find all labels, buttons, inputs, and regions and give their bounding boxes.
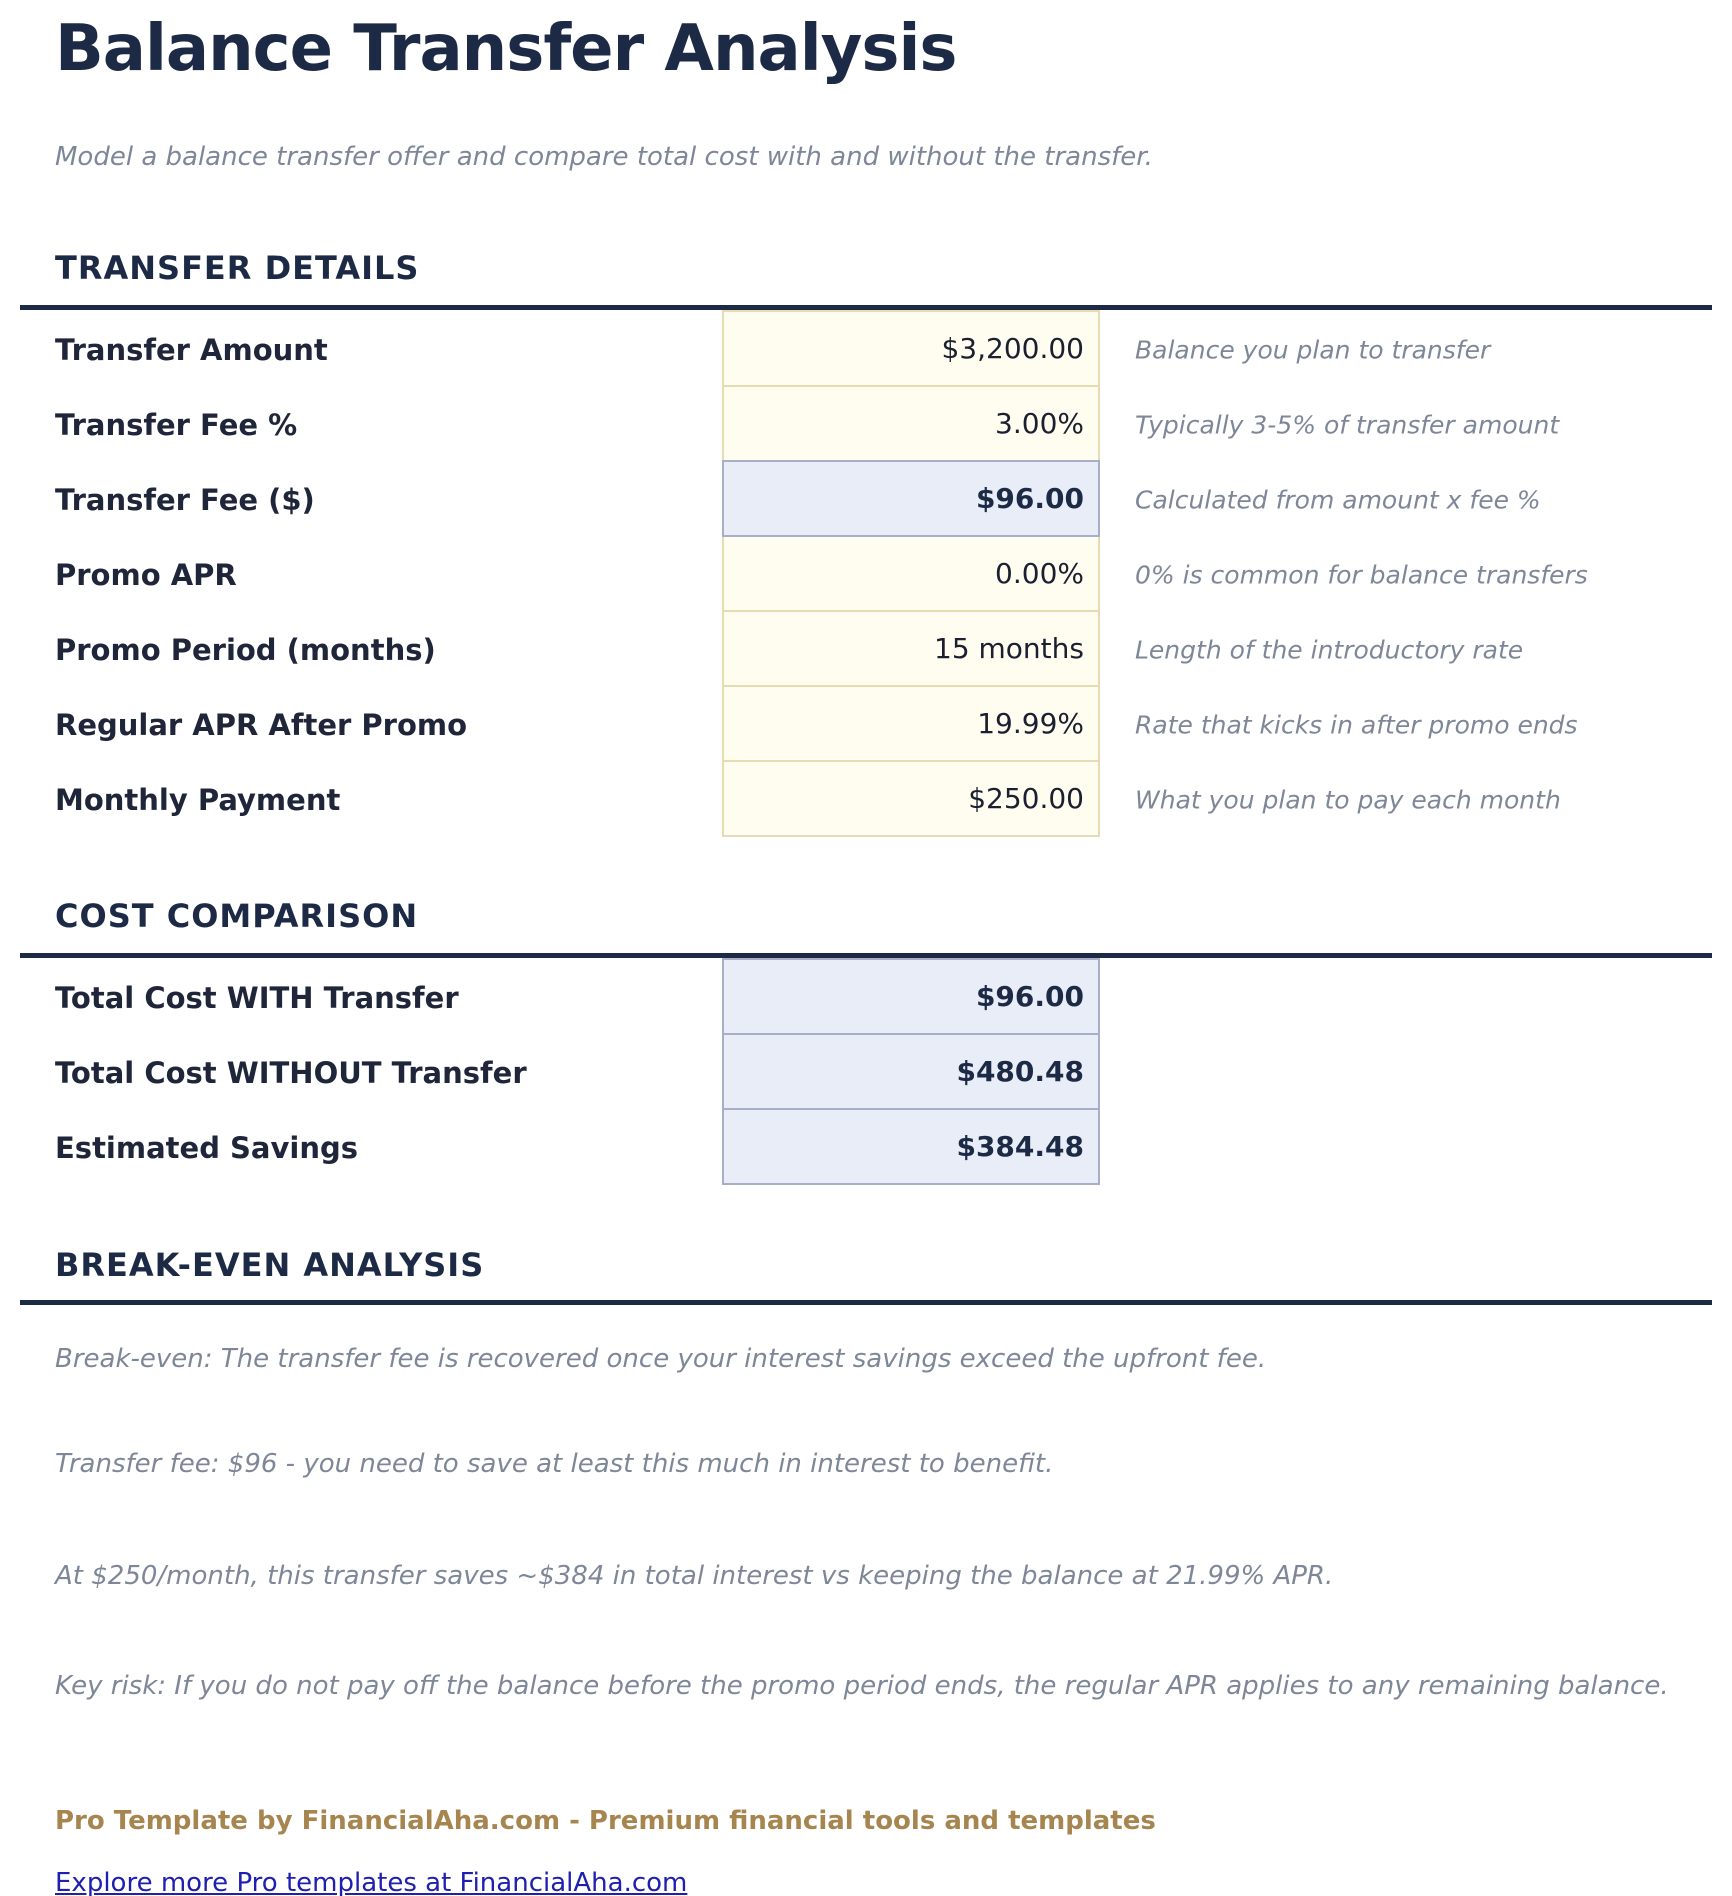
templates-link[interactable]: Explore more Pro templates at FinancialAha.com <box>55 1868 688 1896</box>
row-note: What you plan to pay each month <box>1135 785 1561 814</box>
row-label: Total Cost WITHOUT Transfer <box>55 1055 527 1090</box>
brand-line: Pro Template by FinancialAha.com - Premium financial tools and templates <box>55 1806 1156 1836</box>
value-cell-input-transfer-fee-pct[interactable]: 3.00% <box>722 385 1100 462</box>
value-cell-input-regular-apr[interactable]: 19.99% <box>722 685 1100 762</box>
break-even-note: Break-even: The transfer fee is recovered once your interest savings exceed the upfront fee. <box>55 1344 1267 1374</box>
page-title: Balance Transfer Analysis <box>55 12 957 86</box>
value-cell-calculated-transfer-fee: $96.00 <box>722 460 1100 537</box>
page-subtitle: Model a balance transfer offer and compare total cost with and without the transfer. <box>55 142 1153 172</box>
row-note: Typically 3-5% of transfer amount <box>1135 410 1560 439</box>
value-cell-input-promo-period[interactable]: 15 months <box>722 610 1100 687</box>
row-note: Balance you plan to transfer <box>1135 335 1491 364</box>
value-cell-result-estimated-savings: $384.48 <box>722 1108 1100 1185</box>
row-note: Calculated from amount x fee % <box>1135 485 1541 514</box>
row-note: Rate that kicks in after promo ends <box>1135 710 1578 739</box>
value-cell-result-cost-without-transfer: $480.48 <box>722 1033 1100 1110</box>
row-label: Regular APR After Promo <box>55 707 468 742</box>
row-label: Estimated Savings <box>55 1130 359 1165</box>
row-label: Monthly Payment <box>55 782 341 817</box>
row-label: Promo APR <box>55 557 237 592</box>
section-heading-transfer-details: TRANSFER DETAILS <box>55 249 420 287</box>
row-note: Length of the introductory rate <box>1135 635 1524 664</box>
row-label: Transfer Fee ($) <box>55 482 315 517</box>
row-note: 0% is common for balance transfers <box>1135 560 1588 589</box>
row-label: Transfer Amount <box>55 332 328 367</box>
value-cell-input-promo-apr[interactable]: 0.00% <box>722 535 1100 612</box>
row-label: Transfer Fee % <box>55 407 298 442</box>
break-even-note: Key risk: If you do not pay off the balance before the promo period ends, the regular APR applies to any remaining balance. <box>55 1671 1669 1701</box>
break-even-note: At $250/month, this transfer saves ~$384 in total interest vs keeping the balance at 21.99% APR. <box>55 1561 1334 1591</box>
value-cell-input-monthly-payment[interactable]: $250.00 <box>722 760 1100 837</box>
break-even-note: Transfer fee: $96 - you need to save at least this much in interest to benefit. <box>55 1449 1054 1479</box>
section-heading-break-even: BREAK-EVEN ANALYSIS <box>55 1246 485 1284</box>
row-label: Promo Period (months) <box>55 632 436 667</box>
section-rule <box>20 1300 1712 1305</box>
row-label: Total Cost WITH Transfer <box>55 980 459 1015</box>
section-heading-cost-comparison: COST COMPARISON <box>55 897 419 935</box>
value-cell-result-cost-with-transfer: $96.00 <box>722 958 1100 1035</box>
value-cell-input-transfer-amount[interactable]: $3,200.00 <box>722 310 1100 387</box>
